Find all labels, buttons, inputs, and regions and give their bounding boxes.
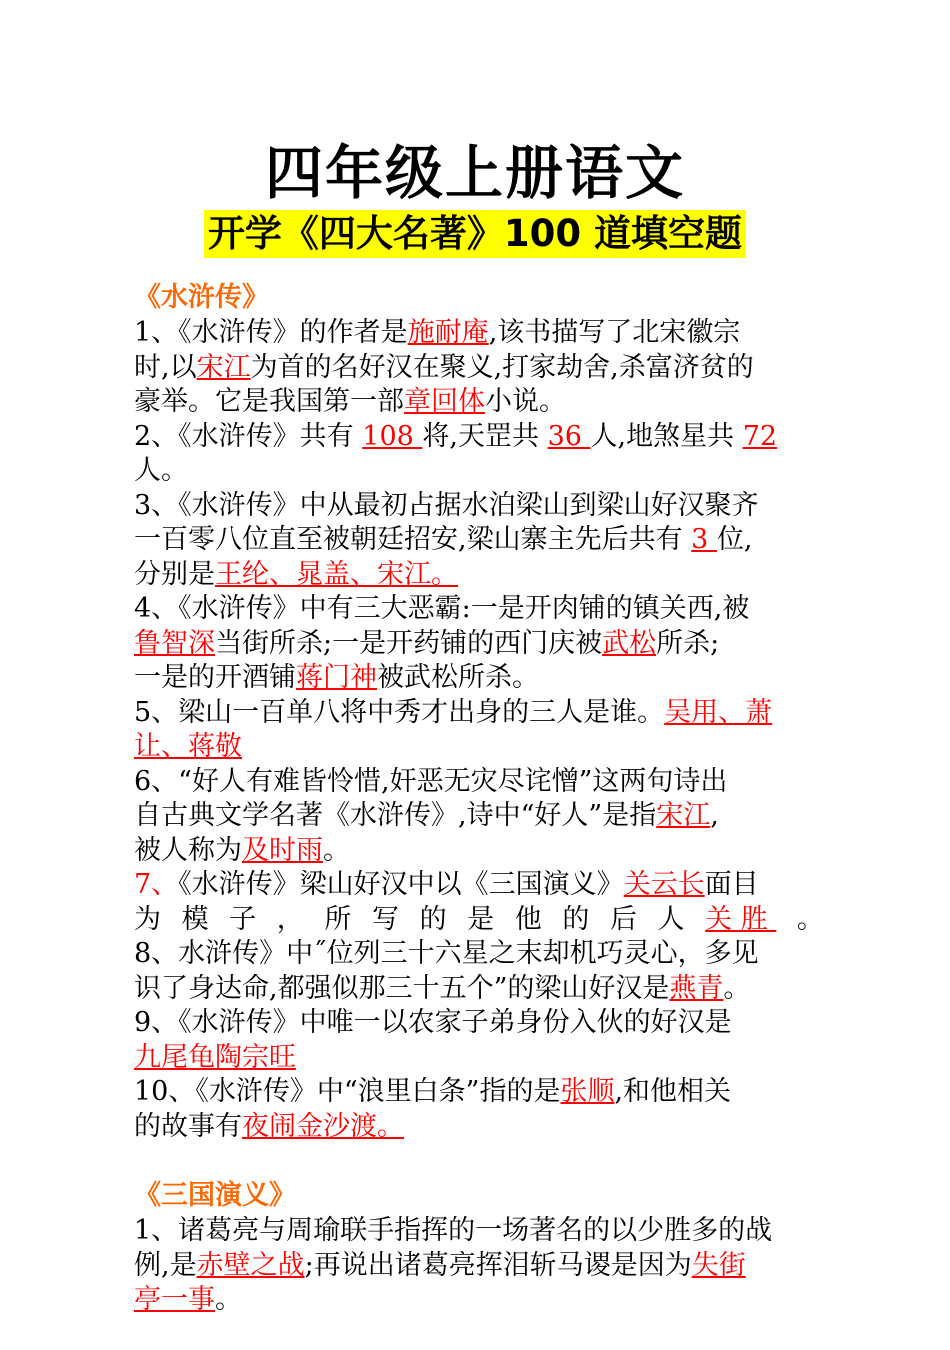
q5-line2 [134,730,824,765]
sg-q1-line2: 例,是赤壁之战;再说出诸葛亮挥泪斩马谡是因为失街 [134,1249,746,1281]
answer: 赤壁之战 [196,1249,305,1281]
sg-q1-line1: 1、诸葛亮与周瑜联手指挥的一场著名的以少胜多的战 [134,1215,773,1246]
answer: 施耐庵 [407,317,489,348]
answer: 失街 [691,1249,746,1281]
answer: 夜闹金沙渡。 [242,1110,404,1142]
q7-line2: 为 模 子 ， 所 写 的 是 他 的 后 人 关 胜 。 [134,903,824,938]
answer: 关云长 [623,869,705,900]
q6-line1: 6、“好人有难皆怜惜,奸恶无灾尽诧憎”这两句诗出 [134,765,728,797]
q7-number: 7、 [134,869,179,900]
q10-line2: 的故事有夜闹金沙渡。 [134,1110,404,1142]
q4-line3: 一是的开酒铺蒋门神被武松所杀。 [134,662,539,693]
sg-q1-line3: 亭一事。 [134,1284,242,1315]
answer: 吴用、萧 [664,696,773,728]
page-title: 四年级上册语文 [264,139,685,207]
answer: 燕青 [669,972,724,1004]
q6-line2: 自古典文学名著《水浒传》,诗中“好人”是指宋江, [134,800,719,831]
answer: 让、蒋敬 [134,731,242,762]
shuihu-questions [134,316,824,1144]
q3-line1: 3、《水浒传》中从最初占据水泊梁山到梁山好汉聚齐 [134,489,759,521]
q10-line1: 10、《水浒传》中“浪里白条”指的是张顺,和他相关 [134,1076,732,1107]
q4-line1: 4、《水浒传》中有三大恶霸:一是开肉铺的镇关西,被 [134,593,750,624]
answer: 宋江 [196,351,251,383]
q2-line1: 2、《水浒传》共有 108 将,天罡共 36 人,地煞星共 72 [134,420,778,452]
q5-line1: 5、梁山一百单八将中秀才出身的三人是谁。吴用、萧 [134,696,773,728]
q7-line1: 7、《水浒传》梁山好汉中以《三国演义》关云长面目 [134,869,759,900]
answer: 关 胜 [705,903,777,935]
q3-line2: 一百零八位直至被朝廷招安,梁山寨主先后共有 3 位, [134,524,753,555]
q9-line1: 9、《水浒传》中唯一以农家子弟身份入伙的好汉是 [134,1007,732,1038]
q1-line3: 豪举。它是我国第一部章回体小说。 [134,386,566,417]
section-heading-shuihu: 《水浒传》 [134,282,269,313]
answer: 36 [547,420,591,452]
answer: 武松 [602,627,657,659]
answer: 王纶、晁盖、宋江。 [215,558,458,590]
answer: 宋江 [656,800,711,831]
section-heading-sanguo: 《三国演义》 [134,1180,296,1211]
answer: 72 [742,420,778,452]
q3-line3: 分别是王纶、晁盖、宋江。 [134,558,458,590]
answer: 章回体 [404,386,485,417]
q1-line1: 1、《水浒传》的作者是施耐庵,该书描写了北宋徽宗 [134,317,741,348]
q1-line2: 时,以宋江为首的名好汉在聚义,打家劫舍,杀富济贫的 [134,351,754,383]
answer: 3 [691,524,717,555]
answer: 鲁智深 [134,627,215,659]
answer: 蒋门神 [296,662,377,693]
q8-line2: 识了身达命,都强似那三十五个”的梁山好汉是燕青。 [134,972,751,1004]
subtitle-wrap [0,210,950,258]
answer: 亭一事 [134,1284,215,1315]
q4-line2: 鲁智深当街所杀;一是开药铺的西门庆被武松所杀; [134,627,720,659]
answer: 108 [362,420,423,452]
answer: 九尾龟陶宗旺 [134,1041,296,1073]
answer: 及时雨 [242,834,323,866]
sanguo-questions [134,1214,824,1318]
q2-line2: 人。 [134,455,188,486]
answer: 张顺 [560,1076,615,1107]
page-subtitle: 开学《四大名著》100 道填空题 [204,210,746,258]
q9-line2 [134,1041,824,1076]
q6-line3: 被人称为及时雨。 [134,834,350,866]
q8-line1: 8、水浒传》中˝位列三十六星之末却机巧灵心，多见 [134,938,759,969]
